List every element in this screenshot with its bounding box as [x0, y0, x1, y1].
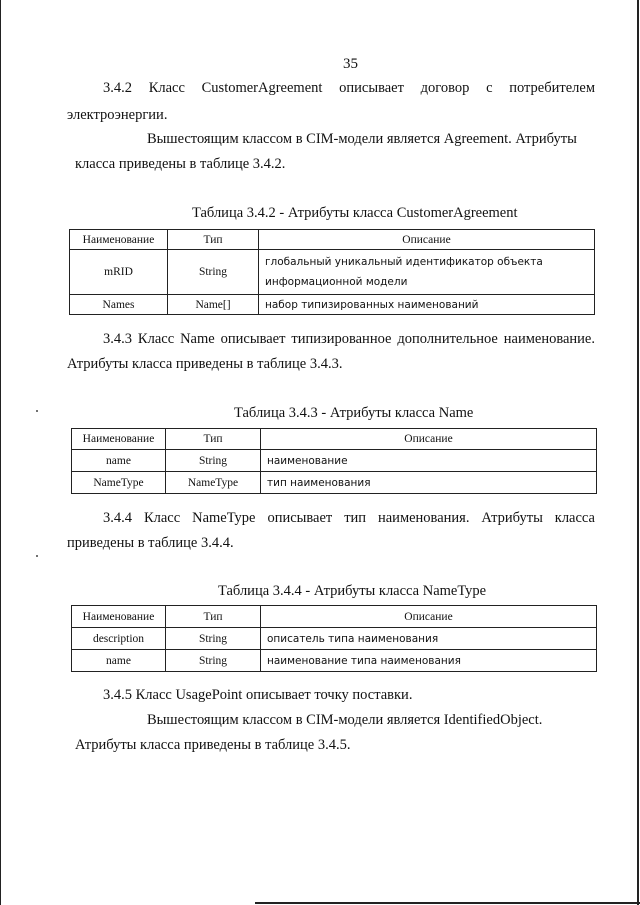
- header-description: Описание: [261, 429, 597, 450]
- cell-description: тип наименования: [261, 472, 597, 494]
- table-row: [72, 650, 597, 672]
- table-row: [72, 628, 597, 650]
- section-3-4-3-line-2: Атрибуты класса приведены в таблице 3.4.3.: [67, 356, 343, 372]
- scan-border-left: [0, 0, 1, 905]
- section-3-4-5-line-3: Атрибуты класса приведены в таблице 3.4.5.: [75, 737, 351, 753]
- section-3-4-4-line-1: 3.4.4 Класс NameType описывает тип наименования. Атрибуты класса: [103, 510, 595, 526]
- section-3-4-2-line-2: электроэнергии.: [67, 107, 168, 123]
- cell-type: NameType: [166, 472, 261, 494]
- section-3-4-5-line-1: 3.4.5 Класс UsagePoint описывает точку поставки.: [103, 687, 413, 703]
- scan-border-right: [637, 0, 639, 905]
- section-3-4-3-line-1: 3.4.3 Класс Name описывает типизированное дополнительное наименование.: [103, 331, 595, 347]
- table-caption: Таблица 3.4.4 - Атрибуты класса NameType: [218, 583, 487, 599]
- cell-type: Name[]: [168, 295, 259, 315]
- header-type: Тип: [168, 230, 259, 250]
- cell-description: наименование типа наименования: [261, 650, 597, 672]
- scan-dot: [36, 555, 38, 557]
- cell-name: name: [72, 450, 166, 472]
- header-description: Описание: [259, 230, 595, 250]
- attributes-table-3-4-2: [69, 229, 595, 315]
- cell-type: String: [168, 250, 259, 295]
- page-number: 35: [343, 56, 358, 72]
- cell-type: String: [166, 450, 261, 472]
- table-row: [70, 250, 595, 295]
- cell-description: набор типизированных наименований: [259, 295, 595, 315]
- section-number: 3.4.4: [103, 510, 132, 526]
- section-3-4-2-line-1: 3.4.2 Класс CustomerAgreement описывает договор с потребителем: [103, 80, 595, 96]
- attributes-table-3-4-4: [71, 605, 597, 672]
- header-name: Наименование: [72, 429, 166, 450]
- table-caption: Таблица 3.4.3 - Атрибуты класса Name: [234, 405, 474, 421]
- table-header-row: [72, 606, 597, 628]
- table-header-row: [72, 429, 597, 450]
- table-header-row: [70, 230, 595, 250]
- cell-name: mRID: [70, 250, 168, 295]
- section-3-4-5-line-2: Вышестоящим классом в CIM-модели является IdentifiedObject.: [147, 712, 543, 728]
- cell-name: Names: [70, 295, 168, 315]
- cell-description: описатель типа наименования: [261, 628, 597, 650]
- section-number: 3.4.2: [103, 80, 132, 96]
- header-name: Наименование: [70, 230, 168, 250]
- table-caption: Таблица 3.4.2 - Атрибуты класса CustomerAgreement: [192, 205, 518, 221]
- table-row: [72, 450, 597, 472]
- cell-description: наименование: [261, 450, 597, 472]
- scan-dot: [36, 410, 38, 412]
- header-type: Тип: [166, 606, 261, 628]
- cell-name: NameType: [72, 472, 166, 494]
- section-3-4-2-line-3: Вышестоящим классом в CIM-модели является Agreement. Атрибуты: [147, 131, 577, 147]
- section-3-4-4-line-2: приведены в таблице 3.4.4.: [67, 535, 234, 551]
- header-name: Наименование: [72, 606, 166, 628]
- scan-border-bottom: [255, 902, 640, 904]
- header-type: Тип: [166, 429, 261, 450]
- cell-description: глобальный уникальный идентификатор объекта информационной модели: [259, 250, 595, 295]
- section-3-4-2-line-4: класса приведены в таблице 3.4.2.: [75, 156, 286, 172]
- cell-type: String: [166, 628, 261, 650]
- cell-name: description: [72, 628, 166, 650]
- header-description: Описание: [261, 606, 597, 628]
- cell-type: String: [166, 650, 261, 672]
- cell-name: name: [72, 650, 166, 672]
- table-row: [70, 295, 595, 315]
- attributes-table-3-4-3: [71, 428, 597, 494]
- table-row: [72, 472, 597, 494]
